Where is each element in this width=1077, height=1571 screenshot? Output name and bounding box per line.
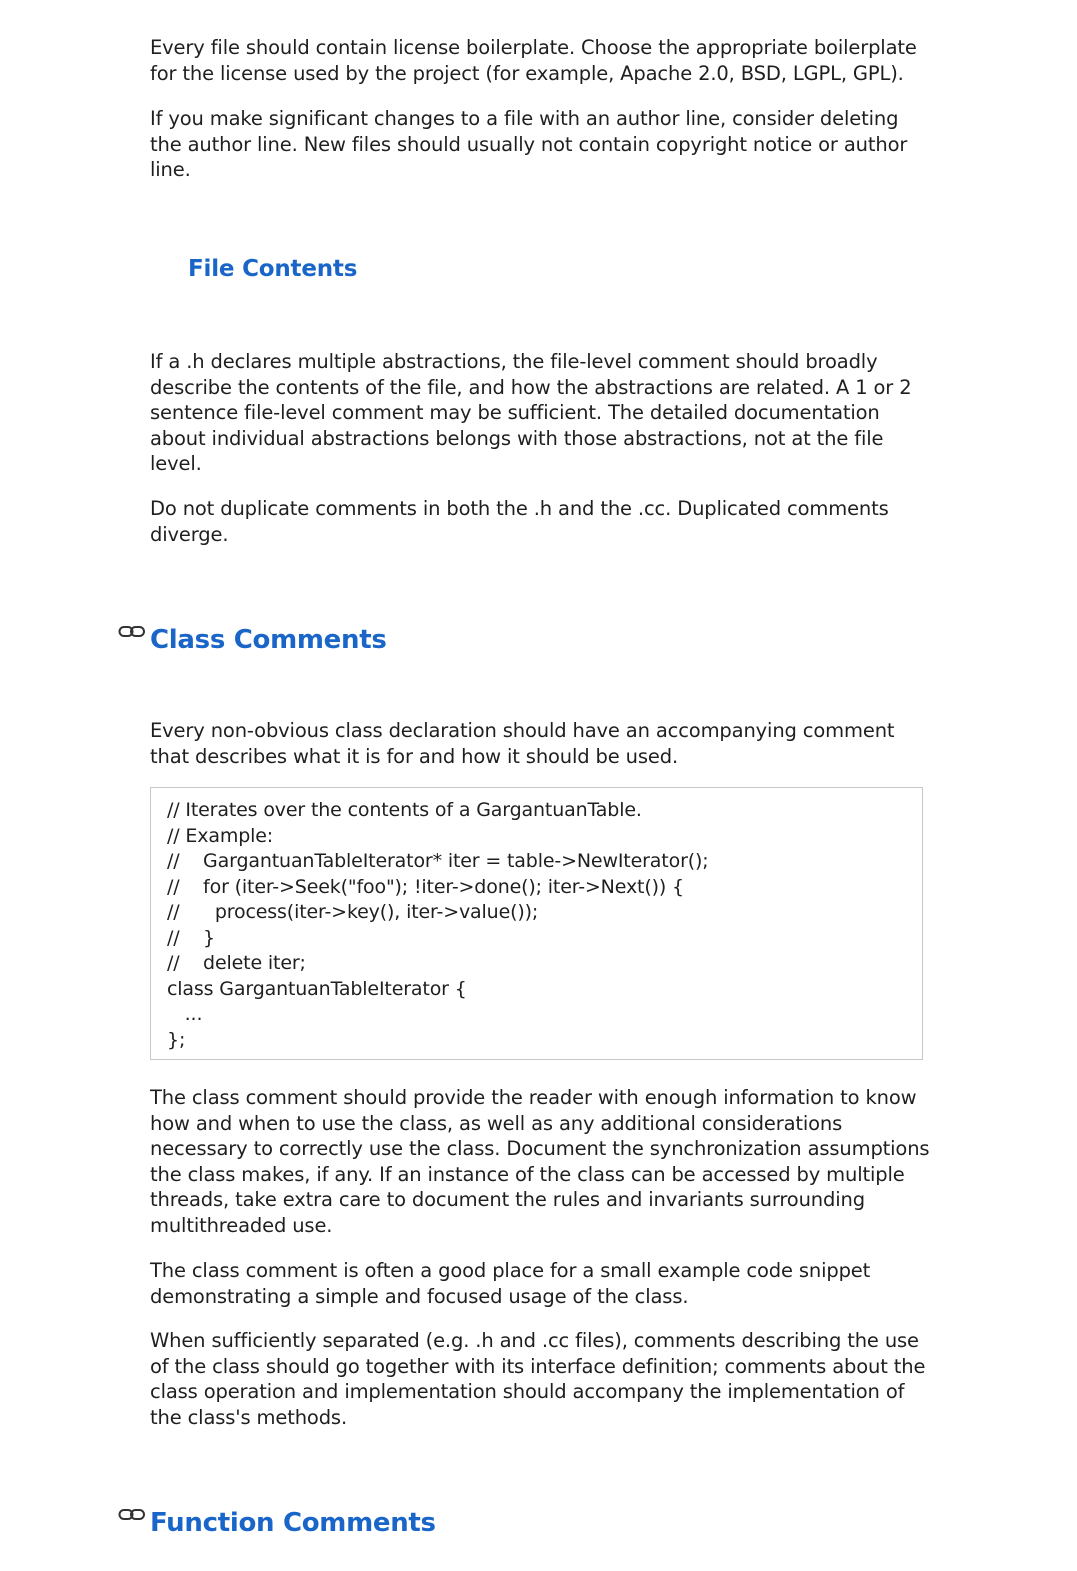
code-line: // GargantuanTableIterator* iter = table->NewIterator();	[167, 850, 709, 872]
code-line: // process(iter->key(), iter->value());	[167, 901, 539, 923]
code-line: class GargantuanTableIterator {	[167, 977, 467, 1000]
paragraph-class-info: The class comment should provide the reader with enough information to know how and when to use the class, as well as any additional considerations necessary to correctly use the class. Document the synchronization assumptions the class makes, if any. If an instance of the class can be accessed by multiple threads, take extra care to document the rules and invariants surrounding multithreaded use.	[150, 1086, 930, 1237]
code-line: // Iterates over the contents of a GargantuanTable.	[167, 799, 642, 821]
heading-file-contents: File Contents	[188, 256, 358, 282]
paragraph-no-duplicate: Do not duplicate comments in both the .h and the .cc. Duplicated comments diverge.	[150, 497, 889, 546]
paragraph-class-example: The class comment is often a good place for a small example code snippet demonstrating a simple and focused usage of the class.	[150, 1259, 871, 1308]
link-icon[interactable]	[118, 625, 146, 639]
code-line: ...	[167, 1003, 203, 1025]
paragraph-class-intro: Every non-obvious class declaration should have an accompanying comment that describes what it is for and how it should be used.	[150, 719, 895, 768]
paragraph-class-separated: When sufficiently separated (e.g. .h and .cc files), comments describing the use of the class should go together with its interface definition; comments about the class operation and implementation should accompany the implementation of the class's methods.	[150, 1329, 926, 1429]
paragraph-author-line: If you make significant changes to a file with an author line, consider deleting the author line. New files should usually not contain copyright notice or author line.	[150, 107, 908, 181]
heading-class-comments[interactable]: Class Comments	[150, 625, 387, 655]
code-line: // delete iter;	[167, 952, 306, 974]
paragraph-license-boilerplate: Every file should contain license boilerplate. Choose the appropriate boilerplate for the license used by the project (for example, Apache 2.0, BSD, LGPL, GPL).	[150, 36, 917, 85]
heading-function-comments[interactable]: Function Comments	[150, 1508, 436, 1538]
code-example-box	[150, 787, 923, 1060]
code-line: // Example:	[167, 824, 274, 847]
code-line: // }	[167, 926, 215, 949]
code-block	[151, 788, 922, 1053]
code-line: // for (iter->Seek("foo"); !iter->done(); iter->Next()) {	[167, 875, 684, 898]
link-icon[interactable]	[118, 1508, 146, 1522]
code-line: };	[167, 1028, 186, 1051]
paragraph-file-contents: If a .h declares multiple abstractions, the file-level comment should broadly describe the contents of the file, and how the abstractions are related. A 1 or 2 sentence file-level comment may be sufficient. The detailed documentation about individual abstractions belongs with those abstractions, not at the file level.	[150, 350, 912, 475]
